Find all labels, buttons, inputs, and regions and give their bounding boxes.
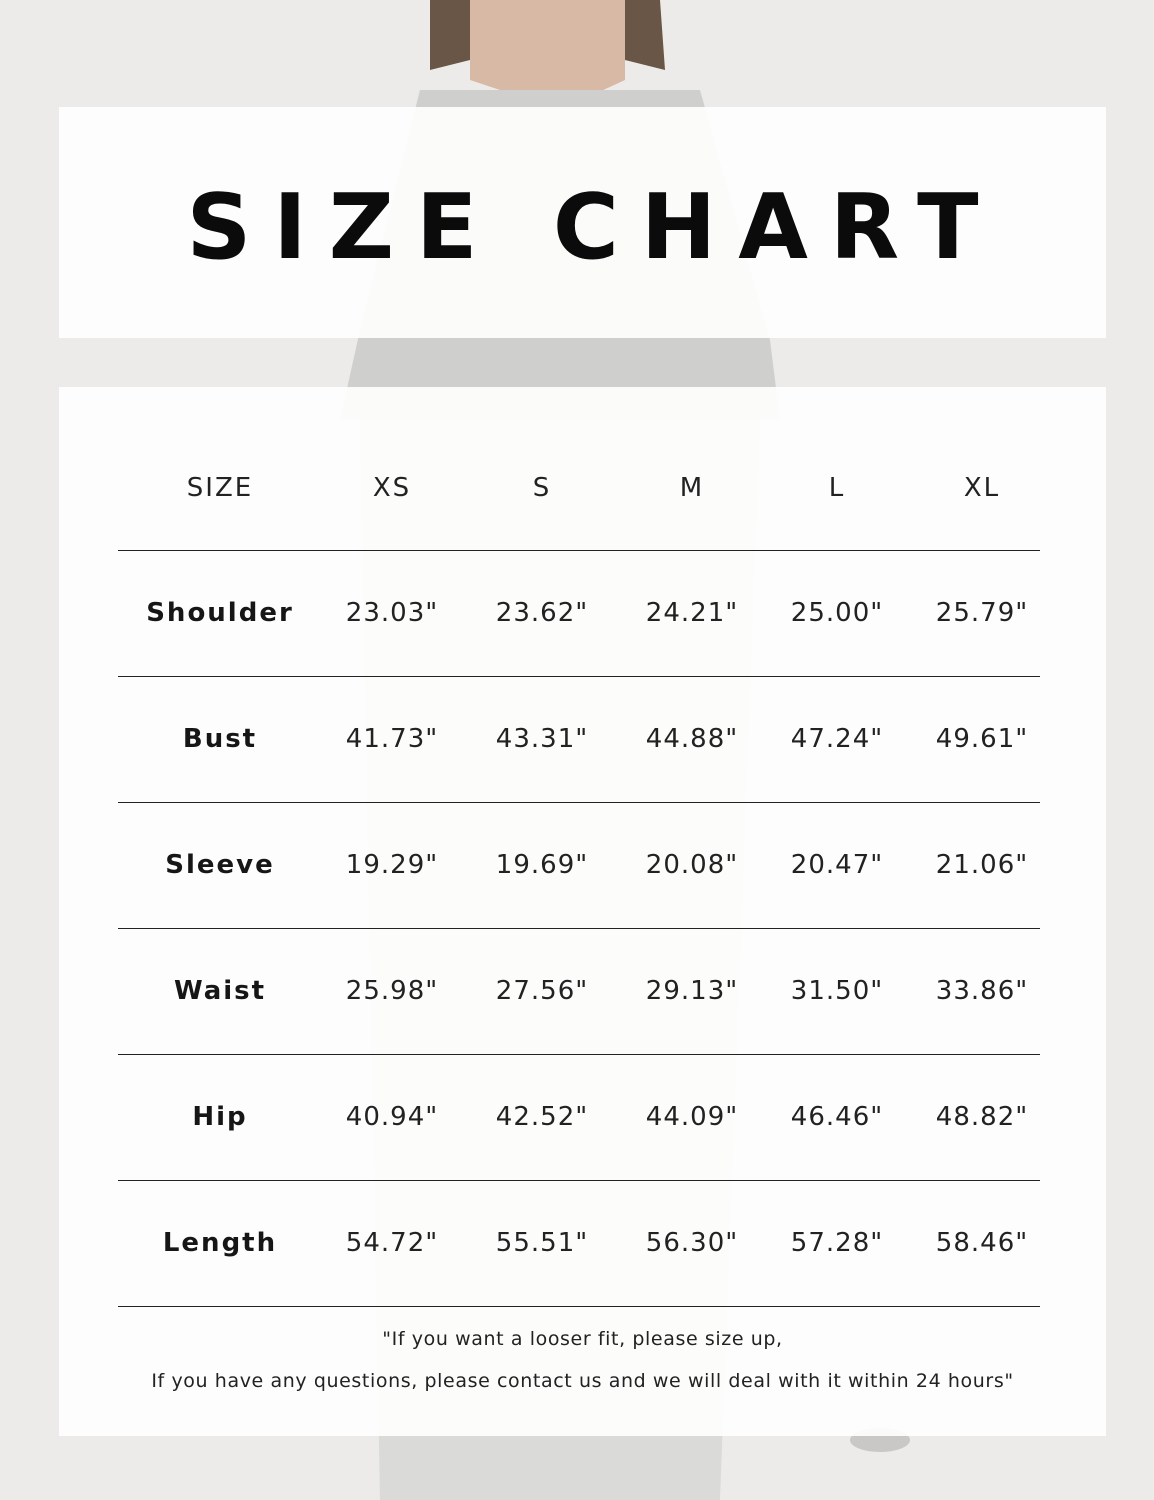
header-l: L — [828, 472, 846, 503]
table-row — [118, 928, 1040, 1055]
fit-note-line-2: If you have any questions, please contact us and we will deal with it within 24 hours" — [151, 1370, 1014, 1392]
table-cell: 44.88" — [645, 724, 739, 754]
table-cell: 27.56" — [495, 976, 589, 1006]
table-cell: 19.29" — [345, 850, 439, 880]
header-xs: XS — [372, 472, 412, 503]
table-cell: 49.61" — [935, 724, 1029, 754]
table-cell: 46.46" — [790, 1102, 884, 1132]
table-cell: 33.86" — [935, 976, 1029, 1006]
table-cell: 20.08" — [645, 850, 739, 880]
table-cell: 23.62" — [495, 598, 589, 628]
table-row — [118, 1054, 1040, 1181]
fit-note-line-1: "If you want a looser fit, please size up, — [382, 1328, 783, 1350]
table-row — [118, 550, 1040, 677]
row-label: Shoulder — [146, 598, 294, 628]
table-cell: 31.50" — [790, 976, 884, 1006]
table-row — [118, 802, 1040, 929]
size-table-panel — [59, 387, 1106, 1436]
table-cell: 23.03" — [345, 598, 439, 628]
table-cell: 56.30" — [645, 1228, 739, 1258]
header-m: M — [679, 472, 705, 503]
table-cell: 44.09" — [645, 1102, 739, 1132]
table-row — [118, 1180, 1040, 1307]
table-row — [118, 676, 1040, 803]
table-cell: 20.47" — [790, 850, 884, 880]
table-cell: 54.72" — [345, 1228, 439, 1258]
header-xl: XL — [963, 472, 1001, 503]
table-cell: 57.28" — [790, 1228, 884, 1258]
title-panel — [59, 107, 1106, 338]
table-cell: 40.94" — [345, 1102, 439, 1132]
row-label: Waist — [173, 976, 267, 1006]
table-cell: 43.31" — [495, 724, 589, 754]
row-label: Hip — [192, 1102, 248, 1132]
table-header-row — [118, 425, 1040, 551]
table-cell: 58.46" — [935, 1228, 1029, 1258]
table-cell: 29.13" — [645, 976, 739, 1006]
header-s: S — [532, 472, 552, 503]
header-size: SIZE — [186, 472, 254, 503]
table-cell: 42.52" — [495, 1102, 589, 1132]
table-cell: 25.79" — [935, 598, 1029, 628]
table-cell: 25.98" — [345, 976, 439, 1006]
row-label: Length — [162, 1228, 278, 1258]
page-title: SIZE CHART — [186, 175, 1001, 280]
row-label: Sleeve — [165, 850, 275, 880]
table-cell: 21.06" — [935, 850, 1029, 880]
table-cell: 47.24" — [790, 724, 884, 754]
table-cell: 25.00" — [790, 598, 884, 628]
table-cell: 41.73" — [345, 724, 439, 754]
row-label: Bust — [182, 724, 258, 754]
table-cell: 48.82" — [935, 1102, 1029, 1132]
table-cell: 24.21" — [645, 598, 739, 628]
table-cell: 19.69" — [495, 850, 589, 880]
table-cell: 55.51" — [495, 1228, 589, 1258]
